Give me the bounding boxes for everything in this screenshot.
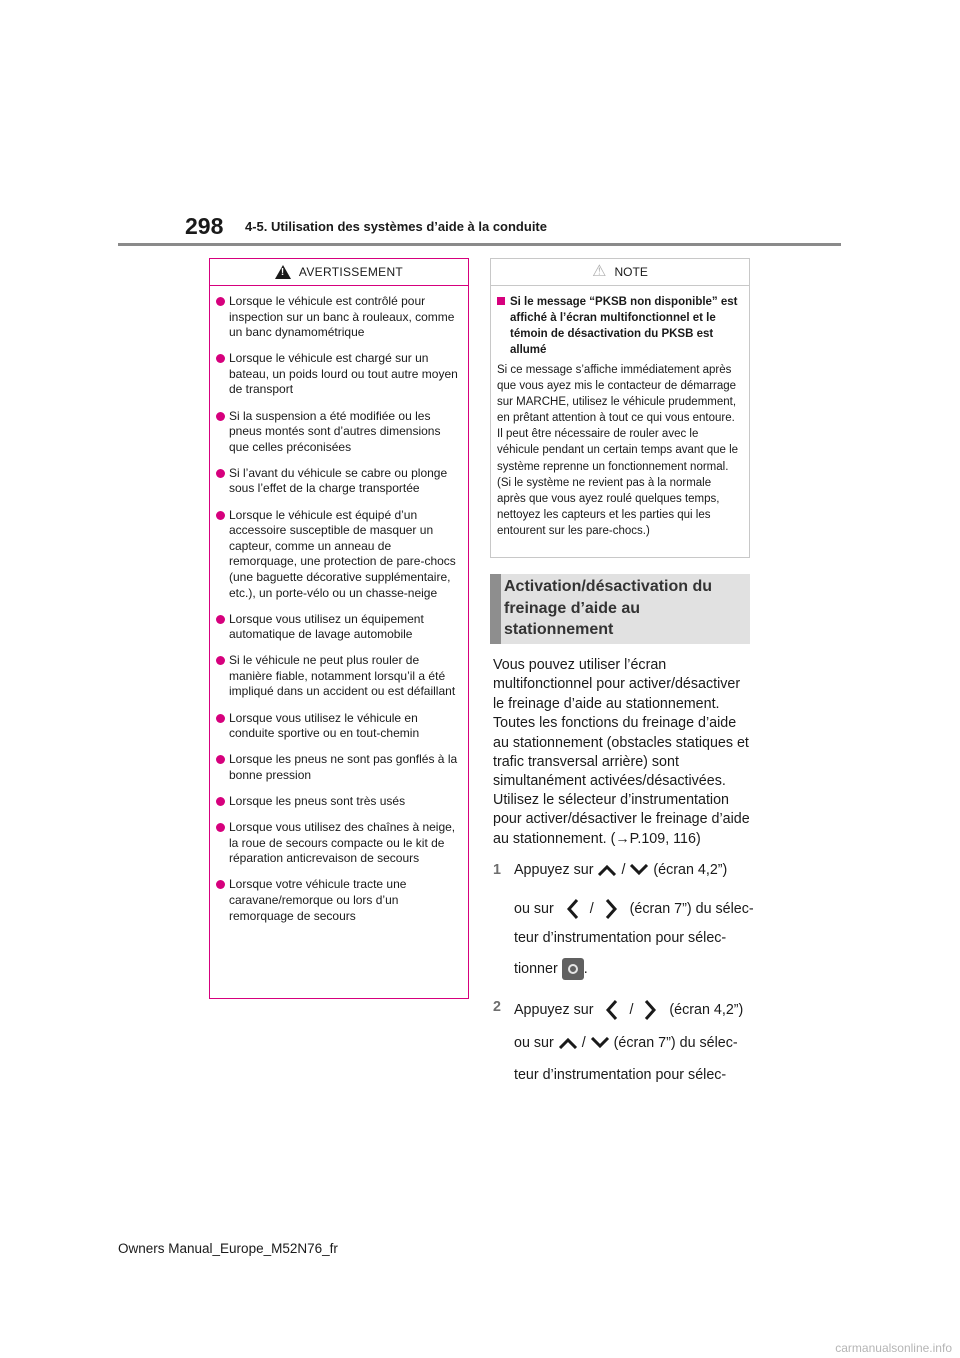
list-item: Lorsque vous utilisez un équipement automatique de lavage automobile <box>216 612 458 643</box>
bullet-icon <box>216 615 225 624</box>
note-body: Si ce message s’affiche immédiatement après que vous ayez mis le contacteur de démarrage sur MARCHE, utilisez le véhicule prudemment, en prêtant attention à tout ce qui vous entoure. Il peut être nécessaire de rouler avec le véhicule pendant un certain temps avant que le système reprenne un fonctionnement normal. (Si le système ne revient pas à la normale après que vous ayez roulé quelques temps, nettoyez les capteurs et les parties qui les entourent sur les pare-chocs.) <box>497 364 739 537</box>
header-rule <box>118 243 841 246</box>
list-item: Lorsque le véhicule est chargé sur un bateau, un poids lourd ou tout autre moyen de transport <box>216 351 458 398</box>
bullet-icon <box>216 880 225 889</box>
chevron-up-icon <box>597 864 617 876</box>
bullet-icon <box>216 297 225 306</box>
step-text: teur d’instrumentation pour sélec- <box>514 1067 727 1083</box>
list-item: Si l’avant du véhicule se cabre ou plonge sous l’effet de la charge transportée <box>216 466 458 497</box>
warning-triangle-icon: ! <box>275 265 291 279</box>
section-title: Activation/désactivation du freinage d’aide au stationnement <box>504 578 713 638</box>
chevron-down-icon <box>629 864 649 876</box>
list-item: Lorsque votre véhicule tracte une caravane/remorque ou lors d’un remorquage de secours <box>216 877 458 924</box>
step-text: (écran 7”) du sélec- <box>613 1035 738 1051</box>
step-text: ou sur <box>514 900 554 917</box>
chevron-up-icon <box>558 1037 578 1049</box>
chevron-right-icon <box>643 999 657 1021</box>
list-item: Lorsque le véhicule est contrôlé pour inspection sur un banc à rouleaux, comme un banc dynamométrique <box>216 294 458 341</box>
bullet-icon <box>216 656 225 665</box>
slash-separator: / <box>629 1001 634 1018</box>
list-item: Si le véhicule ne peut plus rouler de manière fiable, notamment lorsqu’il a été impliqué dans un accident ou est défaillant <box>216 653 458 700</box>
step-text: Appuyez sur <box>514 1001 594 1018</box>
chapter-title: 4-5. Utilisation des systèmes d’aide à la conduite <box>245 219 547 234</box>
bullet-icon <box>216 354 225 363</box>
warning-header <box>210 259 468 286</box>
bullet-icon <box>216 714 225 723</box>
bullet-icon <box>216 469 225 478</box>
note-box <box>490 258 750 558</box>
step-text: (écran 4,2”) <box>669 1001 744 1018</box>
watermark: carmanualsonline.info <box>835 1341 952 1355</box>
list-item: Lorsque vous utilisez le véhicule en conduite sportive ou en tout-chemin <box>216 711 458 742</box>
section-bar <box>490 574 501 644</box>
step-text: teur d’instrumentation pour sélec- <box>514 930 727 946</box>
chevron-left-icon <box>566 898 580 920</box>
step-text: Appuyez sur <box>514 862 594 878</box>
warning-list <box>210 286 468 924</box>
step-text: (écran 7”) du sélec- <box>629 900 754 917</box>
bullet-icon <box>216 412 225 421</box>
list-item: Si la suspension a été modifiée ou les pneus montés sont d’autres dimensions que celles préconisées <box>216 409 458 456</box>
chevron-right-icon <box>604 898 618 920</box>
step-text: . <box>583 960 588 977</box>
slash-separator: / <box>589 900 594 917</box>
note-heading: Si le message “PKSB non disponible” est affiché à l’écran multifonctionnel et le témoin de désactivation du PKSB est allumé <box>497 294 741 358</box>
slash-separator: / <box>581 1035 586 1051</box>
list-item: Lorsque le véhicule est équipé d’un accessoire susceptible de masquer un capteur, comme un anneau de remorquage, une protection de pare-chocs (une baguette décorative supplémentaire, etc.), un porte-vélo ou un chasse-neige <box>216 508 458 602</box>
list-item: Lorsque les pneus ne sont pas gonflés à la bonne pression <box>216 752 458 783</box>
bullet-icon <box>216 755 225 764</box>
note-header <box>491 259 749 286</box>
list-item: Lorsque les pneus sont très usés <box>216 794 458 810</box>
bullet-icon <box>216 797 225 806</box>
chevron-down-icon <box>590 1037 610 1049</box>
section-paragraph-1: Vous pouvez utiliser l’écran multifonctionnel pour activer/désactiver le freinage d’aide au stationnement. Toutes les fonctions du freinage d’aide au stationnement (obstacles statiques et trafic transversal arrière) sont simultanément activées/désactivées. <box>493 657 749 790</box>
step-text: (écran 4,2”) <box>653 862 728 878</box>
bullet-icon <box>216 511 225 520</box>
section-paragraph-2: Utilisez le sélecteur d’instrumentation pour activer/désactiver le freinage d’aide au stationnement. (→P.109, 116) <box>493 792 750 847</box>
note-triangle-icon: ⚠ <box>592 263 607 280</box>
list-item: Lorsque vous utilisez des chaînes à neige, la roue de secours compacte ou le kit de réparation anticrevaison de secours <box>216 820 458 867</box>
chevron-left-icon <box>605 999 619 1021</box>
warning-title: AVERTISSEMENT <box>298 265 404 279</box>
gear-icon <box>562 958 584 980</box>
square-bullet-icon <box>497 297 505 305</box>
note-title: NOTE <box>614 265 648 279</box>
bullet-icon <box>216 823 225 832</box>
step-text: tionner <box>514 960 558 977</box>
page-number: 298 <box>185 213 224 239</box>
warning-box <box>209 258 469 999</box>
footer: Owners Manual_Europe_M52N76_fr <box>118 1241 338 1256</box>
step-text: ou sur <box>514 1035 554 1051</box>
step-number: 2 <box>493 999 501 1015</box>
step-number: 1 <box>493 862 501 878</box>
section-heading <box>490 574 750 644</box>
slash-separator: / <box>621 862 626 878</box>
